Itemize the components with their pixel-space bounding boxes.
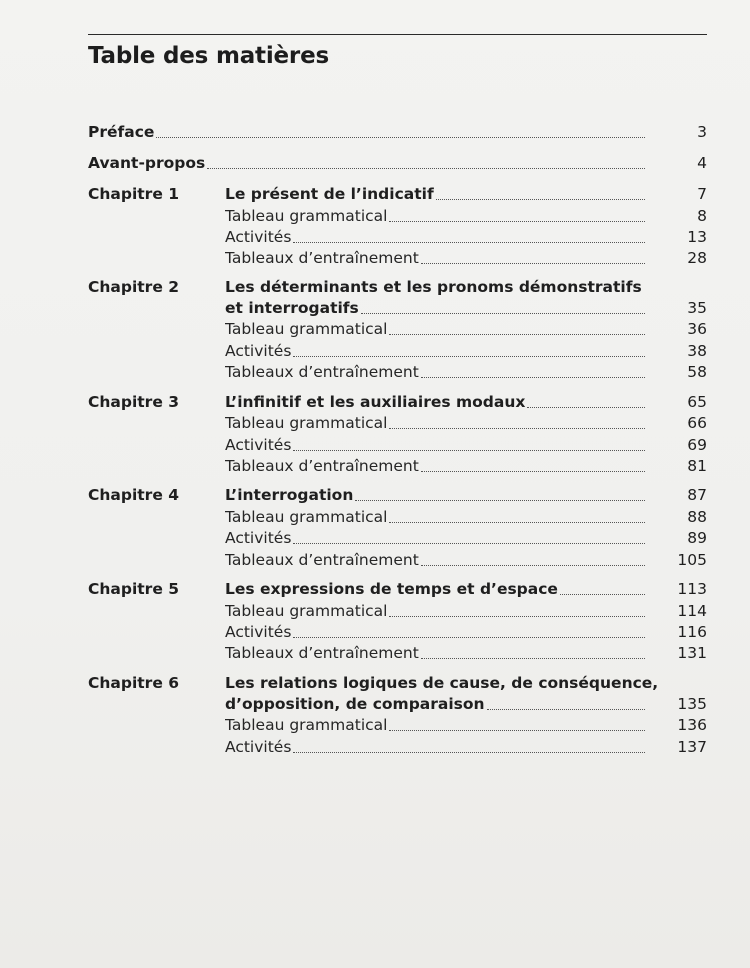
toc-entry — [88, 433, 707, 455]
subsection-title: Tableaux d’entraînement — [225, 363, 419, 381]
page-number: 58 — [687, 363, 707, 381]
toc-entry-content — [225, 485, 645, 505]
subsection-title: Activités — [225, 738, 292, 756]
toc-entry-content — [225, 435, 645, 455]
top-rule — [88, 34, 707, 35]
page-number: 38 — [687, 342, 707, 360]
subsection-title: Tableau grammatical — [225, 414, 388, 432]
toc-entry-content — [225, 737, 645, 757]
dot-leader — [293, 242, 645, 243]
page-number: 105 — [677, 551, 707, 569]
page-number: 116 — [677, 623, 707, 641]
toc-entry — [88, 713, 707, 735]
chapter-number: Chapitre 4 — [88, 486, 180, 504]
dot-leader — [527, 407, 645, 408]
page-number: 88 — [687, 508, 707, 526]
toc-entry — [88, 246, 707, 268]
dot-leader — [421, 471, 645, 472]
toc-entry — [88, 641, 707, 663]
subsection-title: Tableaux d’entraînement — [225, 644, 419, 662]
subsection-title: Activités — [225, 228, 292, 246]
section-title: Les expressions de temps et d’espace — [225, 580, 558, 598]
toc-entry-content — [225, 319, 645, 339]
page-number: 137 — [677, 738, 707, 756]
toc-entry-content — [225, 362, 645, 382]
dot-leader — [389, 616, 645, 617]
section-title: et interrogatifs — [225, 299, 359, 317]
dot-leader — [487, 709, 645, 710]
toc-entry — [88, 620, 707, 642]
toc-entry — [88, 278, 707, 318]
dot-leader — [421, 565, 645, 566]
toc-entry — [88, 360, 707, 382]
page-number: 87 — [687, 486, 707, 504]
toc-entry — [88, 151, 707, 173]
page-number: 28 — [687, 249, 707, 267]
section-title: Préface — [88, 123, 155, 141]
toc-entry — [88, 390, 707, 412]
toc-entry-content — [225, 392, 645, 412]
section-title: d’opposition, de comparaison — [225, 695, 485, 713]
toc-entry — [88, 674, 707, 714]
subsection-title: Tableau grammatical — [225, 602, 388, 620]
dot-leader — [421, 377, 645, 378]
subsection-title: Tableau grammatical — [225, 716, 388, 734]
dot-leader — [361, 313, 645, 314]
page-number: 114 — [677, 602, 707, 620]
toc-entry-content — [225, 694, 645, 714]
toc-entry — [88, 411, 707, 433]
toc-entry-content — [225, 601, 645, 621]
page-number: 136 — [677, 716, 707, 734]
section-title: Avant-propos — [88, 154, 206, 172]
toc-entry — [88, 483, 707, 505]
page-title: Table des matières — [88, 43, 329, 69]
dot-leader — [293, 356, 645, 357]
dot-leader — [421, 263, 645, 264]
dot-leader — [293, 543, 645, 544]
dot-leader — [207, 168, 645, 169]
page-number: 35 — [687, 299, 707, 317]
dot-leader — [389, 428, 645, 429]
subsection-title: Tableaux d’entraînement — [225, 249, 419, 267]
toc-entry-content — [225, 206, 645, 226]
toc-entry-content — [225, 528, 645, 548]
toc-entry — [88, 599, 707, 621]
dot-leader — [436, 199, 645, 200]
toc-entry-content — [225, 550, 645, 570]
page-number: 69 — [687, 436, 707, 454]
toc-entry-content — [225, 248, 645, 268]
page-number: 89 — [687, 529, 707, 547]
dot-leader — [389, 730, 645, 731]
page-number: 65 — [687, 393, 707, 411]
toc-entry — [88, 454, 707, 476]
dot-leader — [389, 221, 645, 222]
dot-leader — [293, 450, 645, 451]
toc-entry-content — [225, 456, 645, 476]
page-number: 13 — [687, 228, 707, 246]
toc-entry-content — [88, 153, 645, 173]
toc-entry — [88, 339, 707, 361]
toc-entry-content — [225, 507, 645, 527]
chapter-title-line: Les relations logiques de cause, de conséquence, — [225, 674, 659, 692]
dot-leader — [156, 137, 645, 138]
subsection-title: Activités — [225, 342, 292, 360]
toc-entry-content — [225, 184, 645, 204]
toc-entry — [88, 182, 707, 204]
dot-leader — [355, 500, 645, 501]
subsection-title: Activités — [225, 529, 292, 547]
chapter-number: Chapitre 1 — [88, 185, 180, 203]
chapter-number: Chapitre 6 — [88, 674, 180, 692]
toc-entry — [88, 526, 707, 548]
dot-leader — [293, 637, 645, 638]
subsection-title: Tableau grammatical — [225, 207, 388, 225]
chapter-number: Chapitre 5 — [88, 580, 180, 598]
chapter-title-line: Les déterminants et les pronoms démonstratifs — [225, 278, 642, 296]
page-number: 7 — [697, 185, 707, 203]
section-title: Le présent de l’indicatif — [225, 185, 434, 203]
subsection-title: Tableau grammatical — [225, 320, 388, 338]
toc-entry-content — [225, 579, 645, 599]
page-number: 4 — [697, 154, 707, 172]
dot-leader — [293, 752, 645, 753]
page-number: 36 — [687, 320, 707, 338]
toc-entry-content — [225, 643, 645, 663]
toc-entry — [88, 735, 707, 757]
chapter-number: Chapitre 3 — [88, 393, 180, 411]
toc-entry-content — [225, 413, 645, 433]
subsection-title: Tableaux d’entraînement — [225, 551, 419, 569]
toc-entry-content — [225, 715, 645, 735]
toc-entry — [88, 505, 707, 527]
page-number: 81 — [687, 457, 707, 475]
page-number: 131 — [677, 644, 707, 662]
toc-entry — [88, 577, 707, 599]
page-number: 135 — [677, 695, 707, 713]
dot-leader — [389, 334, 645, 335]
chapter-number: Chapitre 2 — [88, 278, 180, 296]
section-title: L’interrogation — [225, 486, 354, 504]
toc-entry-content — [225, 341, 645, 361]
toc-entry — [88, 120, 707, 142]
show-through-footer — [88, 927, 707, 945]
toc-entry — [88, 204, 707, 226]
dot-leader — [389, 522, 645, 523]
section-title: L’infinitif et les auxiliaires modaux — [225, 393, 526, 411]
page-number: 3 — [697, 123, 707, 141]
toc-entry — [88, 548, 707, 570]
page-number: 66 — [687, 414, 707, 432]
toc-entry-content — [88, 122, 645, 142]
page-number: 8 — [697, 207, 707, 225]
subsection-title: Activités — [225, 623, 292, 641]
toc-entry-content — [225, 622, 645, 642]
subsection-title: Activités — [225, 436, 292, 454]
subsection-title: Tableau grammatical — [225, 508, 388, 526]
toc-entry-content — [225, 227, 645, 247]
toc-entry — [88, 225, 707, 247]
toc-entry-content — [225, 298, 645, 318]
toc-entry — [88, 317, 707, 339]
dot-leader — [421, 658, 645, 659]
page-number: 113 — [677, 580, 707, 598]
dot-leader — [560, 594, 645, 595]
subsection-title: Tableaux d’entraînement — [225, 457, 419, 475]
